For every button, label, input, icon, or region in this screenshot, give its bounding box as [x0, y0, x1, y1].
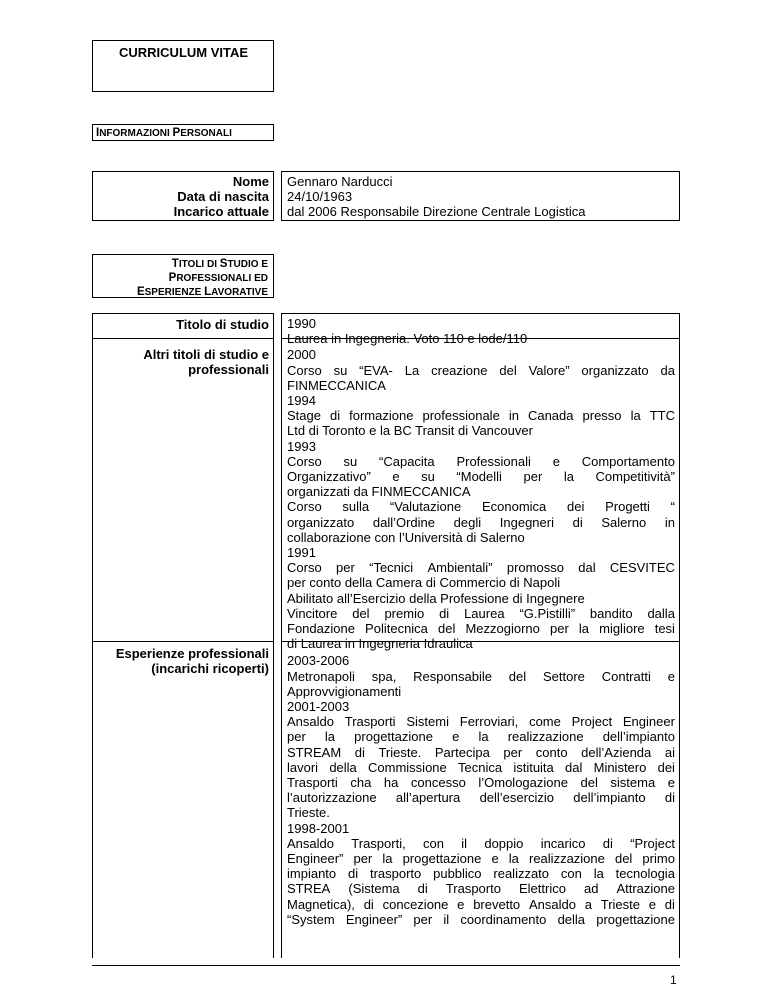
content-line: Corso sulla “Valutazione Economica dei Progetti “ [287, 499, 675, 515]
content-line: organizzati da FINMECCANICA [287, 484, 471, 500]
other-titles-label-1: Altri titoli di studio e [143, 347, 269, 362]
content-line: 2001-2003 [287, 699, 350, 714]
personal-values-box [281, 171, 680, 221]
content-line: Ltd di Toronto e la BC Transit di Vancouver [287, 423, 533, 439]
experience-label-1: Esperienze professionali [115, 646, 269, 661]
content-line: Magnetica), di concezione e brevetto Ansaldo a Trieste e di [287, 896, 675, 912]
content-line: Trieste. [287, 805, 330, 821]
content-line: 1998-2001 [287, 820, 350, 836]
divider [92, 338, 274, 339]
education-heading-line-3: ESPERIENZE LAVORATIVE [136, 286, 268, 298]
content-line: Laurea in Ingegneria. Voto 110 e lode/110 [287, 331, 528, 347]
page-number: 1 [670, 973, 677, 987]
content-line: 2000 [287, 347, 316, 363]
section-heading-personal-info [92, 124, 274, 141]
personal-labels-box [92, 171, 274, 221]
content-line: Corso su “Capacita Professionali e Comportamento [287, 453, 675, 469]
education-heading-line-2: PROFESSIONALI ED [168, 272, 268, 284]
detail-labels-column [92, 313, 274, 958]
other-titles-label-2: professionali [188, 362, 269, 377]
degree-label: Titolo di studio [176, 317, 269, 332]
content-line: 1991 [287, 545, 316, 560]
content-line: collaborazione con l’Università di Salerno [287, 529, 525, 545]
content-line: Approvvigionamenti [287, 683, 402, 699]
cv-title: CURRICULUM VITAE [119, 45, 249, 60]
content-line: Ansaldo Trasporti, con il doppio incarico di “Project [287, 835, 675, 851]
content-line: Abilitato all’Esercizio della Professione di Ingegnere [287, 590, 585, 606]
personal-info-heading: INFORMAZIONI PERSONALI [96, 127, 232, 139]
birth-date-value: 24/10/1963 [287, 189, 353, 204]
birth-date-label: Data di nascita [177, 189, 269, 204]
content-line: l’autorizzazione all’apertura dell’esercizio dell’impianto di [287, 790, 675, 806]
content-line: Trasporti cha ha concesso l’Omologazione del sistema e [287, 775, 675, 790]
content-line: organizzato dall’Ordine degli Ingegneri di Salerno in [287, 514, 675, 530]
experience-label-2: (incarichi ricoperti) [151, 661, 269, 676]
divider [92, 641, 274, 642]
content-line: 1994 [287, 393, 316, 408]
footer-rule [92, 965, 680, 966]
content-line: Stage di formazione professionale in Canada presso la TTC [287, 408, 675, 424]
content-line: per conto della Camera di Commercio di Napoli [287, 575, 561, 591]
current-role-label: Incarico attuale [173, 204, 269, 219]
content-line: Fondazione Politecnica del Mezzogiorno per la migliore tesi [287, 621, 675, 636]
content-line: Ansaldo Trasporti Sistemi Ferroviari, come Project Engineer [287, 714, 675, 730]
content-line: 1993 [287, 438, 316, 454]
content-line: Corso su “EVA- La creazione del Valore” organizzato da [287, 362, 675, 378]
current-role-value: dal 2006 Responsabile Direzione Centrale Logistica [287, 204, 586, 219]
education-heading-line-1: TITOLI DI STUDIO E [171, 258, 268, 270]
content-line: FINMECCANICA [287, 377, 386, 393]
content-line: Engineer” per la progettazione e la realizzazione del primo [287, 851, 675, 866]
content-line: Organizzativo” e su “Modelli per la Competitività” [287, 469, 675, 484]
title-box [92, 40, 274, 92]
content-line: “System Engineer” per il coordinamento della progettazione [287, 911, 675, 927]
content-line: 2003-2006 [287, 653, 350, 669]
detail-content-column [281, 313, 680, 958]
name-label: Nome [232, 174, 269, 189]
content-line: Corso per “Tecnici Ambientali” promosso dal CESVITEC [287, 560, 675, 576]
content-line: Metronapoli spa, Responsabile del Settore Contratti e [287, 668, 675, 684]
content-line: STREA (Sistema di Trasporto Elettrico ad Attrazione [287, 881, 675, 897]
section-heading-education [92, 254, 274, 298]
name-value: Gennaro Narducci [287, 174, 393, 189]
content-line: lavori della Commissione Tecnica istituita dal Ministero dei [287, 759, 675, 775]
content-line: impianto di trasporto pubblico realizzato con la tecnologia [287, 866, 675, 882]
content-line: per la progettazione e la realizzazione dell’impianto [287, 729, 675, 745]
content-line: 1990 [287, 316, 316, 331]
content-line: Vincitore del premio di Laurea “G.Pistilli” bandito dalla [287, 605, 675, 621]
content-line: STREAM di Trieste. Partecipa per conto dell’Azienda ai [287, 744, 675, 760]
content-line: di Laurea in Ingegneria Idraulica [287, 636, 473, 652]
